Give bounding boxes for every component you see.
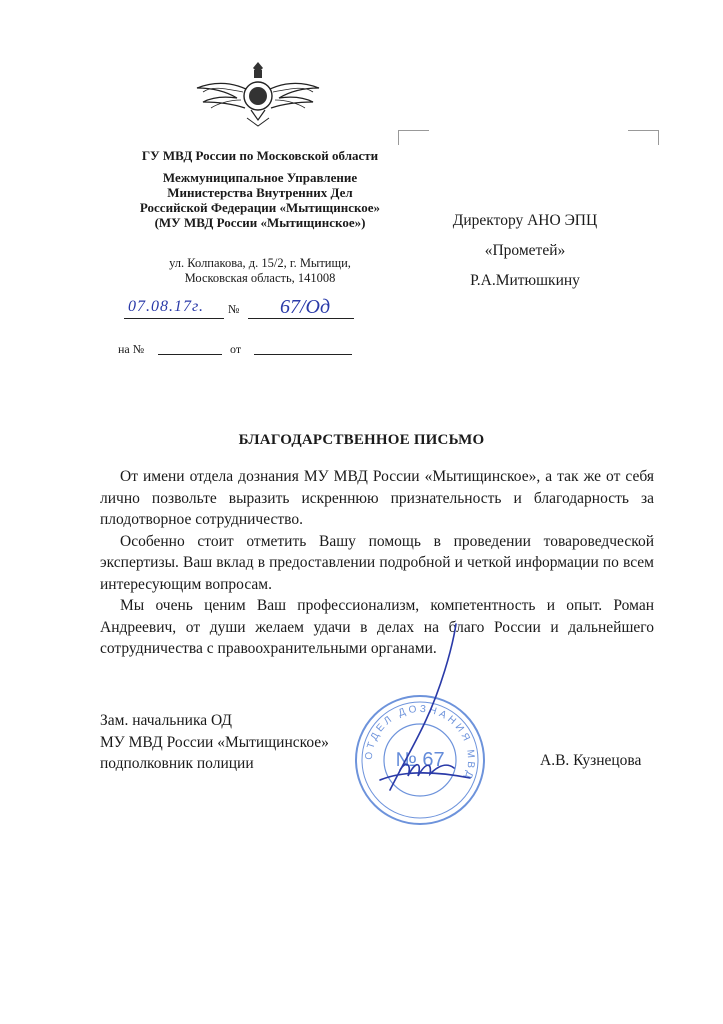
ref-date-blank bbox=[254, 354, 352, 355]
department-line: (МУ МВД России «Мытищинское») bbox=[154, 215, 366, 230]
ref-number-blank bbox=[158, 354, 222, 355]
handwritten-signature bbox=[360, 620, 500, 810]
addressee-line: Директору АНО ЭПЦ bbox=[452, 212, 598, 229]
address-line: Московская область, 141008 bbox=[184, 271, 336, 285]
registration-date: 07.08.17г. bbox=[128, 298, 205, 315]
addressee-line: «Прометей» bbox=[484, 242, 566, 259]
registration-line bbox=[120, 296, 360, 324]
position-line: Зам. начальника ОД bbox=[100, 712, 233, 729]
department-line: Межмуниципальное Управление bbox=[162, 170, 358, 185]
body-paragraph: Мы очень ценим Ваш профессионализм, компетентность и опыт. Роман Андреевич, от души желаем удачи в делах на благо России и дальнейшего сотрудничества с правоохранительными органами. bbox=[100, 597, 654, 657]
addressee-block bbox=[440, 206, 610, 296]
number-underline bbox=[248, 318, 354, 319]
address-line: ул. Колпакова, д. 15/2, г. Мытищи, bbox=[169, 256, 351, 270]
body-paragraph: Особенно стоит отметить Вашу помощь в проведении товароведческой экспертизы. Ваш вклад в предоставлении подробной и четкой информации по всем интересующим вопросам. bbox=[100, 532, 654, 593]
address-corner-mark bbox=[628, 130, 659, 145]
addressee-line: Р.А.Митюшкину bbox=[470, 272, 580, 289]
stamp-number: № 67 bbox=[395, 749, 445, 771]
mvd-eagle-emblem-icon bbox=[193, 58, 323, 128]
stamp-ring-text: ОТДЕЛ ДОЗНАНИЯ МВД bbox=[363, 703, 477, 783]
ref-date-label: от bbox=[230, 342, 242, 356]
number-sign: № bbox=[228, 302, 240, 316]
sender-address bbox=[100, 256, 420, 286]
position-line: МУ МВД России «Мытищинское» bbox=[100, 733, 329, 751]
reference-line bbox=[118, 342, 358, 358]
department-name bbox=[100, 170, 420, 230]
department-line: Министерства Внутренних Дел bbox=[167, 185, 353, 200]
department-line: Российской Федерации «Мытищинское» bbox=[139, 200, 381, 215]
signatory-name: А.В. Кузнецова bbox=[540, 752, 642, 769]
address-corner-mark bbox=[398, 130, 429, 145]
ministry-name: ГУ МВД России по Московской области bbox=[141, 148, 379, 163]
letter-title: БЛАГОДАРСТВЕННОЕ ПИСЬМО bbox=[238, 432, 485, 448]
registration-number: 67/Од bbox=[280, 296, 331, 318]
date-underline bbox=[124, 318, 224, 319]
position-line: подполковник полиции bbox=[100, 755, 254, 772]
ref-number-label: на № bbox=[118, 342, 145, 356]
body-paragraph: От имени отдела дознания МУ МВД России «Мытищинское», а так же от себя лично позвольте выразить искреннюю признательность и благодарность за плодотворное сотрудничество. bbox=[100, 468, 654, 528]
